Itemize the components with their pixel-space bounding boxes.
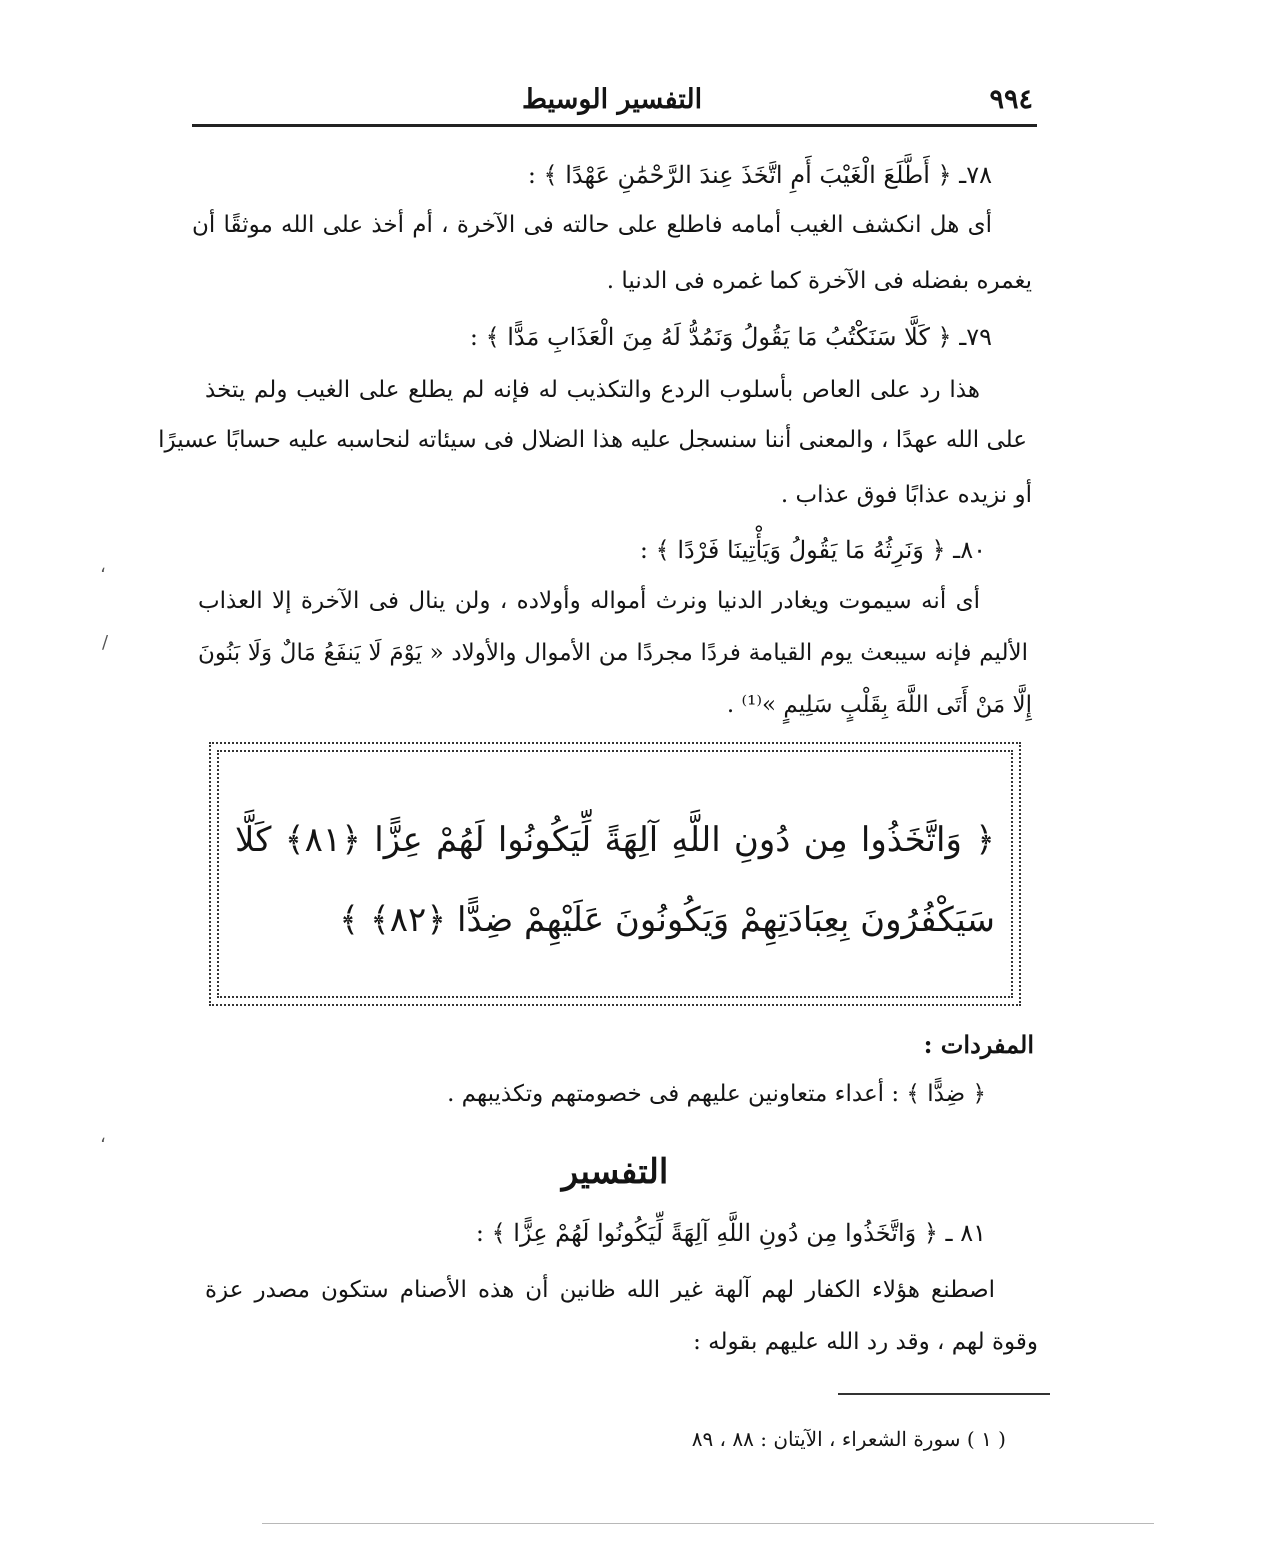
verse-heading-79: ٧٩ـ ﴿ كَلَّا سَنَكْتُبُ مَا يَقُولُ وَنَمُدُّ لَهُ مِنَ الْعَذَابِ مَدًّا ﴾ : [469,323,992,351]
verse-box-line: سَيَكْفُرُونَ بِعِبَادَتِهِمْ وَيَكُونُونَ عَلَيْهِمْ ضِدًّا ﴿٨٢﴾ ﴾ [339,900,995,940]
paragraph-line: إِلَّا مَنْ أَتَى اللَّهَ بِقَلْبٍ سَلِيمٍ »⁽¹⁾ . [726,692,1032,718]
verse-box-line: ﴿ وَاتَّخَذُوا مِن دُونِ اللَّهِ آلِهَةً لِّيَكُونُوا لَهُمْ عِزًّا ﴿٨١﴾ كَلَّا [235,820,996,860]
verse-heading-78: ٧٨ـ ﴿ أَطَّلَعَ الْغَيْبَ أَمِ اتَّخَذَ عِندَ الرَّحْمَٰنِ عَهْدًا ﴾ : [527,161,992,189]
margin-mark: / [102,632,109,653]
verse-heading-81: ٨١ ـ ﴿ وَاتَّخَذُوا مِن دُونِ اللَّهِ آلِهَةً لِّيَكُونُوا لَهُمْ عِزًّا ﴾ : [475,1219,986,1247]
running-title: التفسير الوسيط [522,84,703,115]
page-number: ٩٩٤ [989,84,1033,115]
tafsir-heading: التفسير [561,1152,669,1192]
paragraph-line: الأليم فإنه سيبعث يوم القيامة فردًا مجردًا من الأموال والأولاد « يَوْمَ لَا يَنفَعُ مَالٌ وَلَا بَنُونَ [198,640,1028,666]
footnote-rule [838,1393,1050,1395]
vocabulary-heading: المفردات : [923,1030,1034,1059]
header-rule [192,124,1037,127]
bottom-rule [262,1523,1154,1524]
paragraph-line: وقوة لهم ، وقد رد الله عليهم بقوله : [693,1329,1038,1355]
paragraph-line: أى هل انكشف الغيب أمامه فاطلع على حالته فى الآخرة ، أم أخذ على الله موثقًا أن [192,212,992,238]
footnote: ( ١ ) سورة الشعراء ، الآيتان : ٨٨ ، ٨٩ [691,1427,1006,1451]
paragraph-line: هذا رد على العاص بأسلوب الردع والتكذيب له فإنه لم يطلع على الغيب ولم يتخذ [205,377,980,403]
paragraph-line: أى أنه سيموت ويغادر الدنيا ونرث أمواله وأولاده ، ولن ينال فى الآخرة إلا العذاب [198,588,980,614]
page-header [192,84,1037,118]
paragraph-line: أو نزيده عذابًا فوق عذاب . [780,482,1032,508]
paragraph-line: على الله عهدًا ، والمعنى أننا سنسجل عليه هذا الضلال فى سيئاته لنحاسبه عليه حسابًا عسيرًا [158,427,1027,453]
paragraph-line: يغمره بفضله فى الآخرة كما غمره فى الدنيا . [606,268,1032,294]
paragraph-line: اصطنع هؤلاء الكفار لهم آلهة غير الله ظانين أن هذه الأصنام ستكون مصدر عزة [205,1277,995,1303]
margin-mark: ، [100,1126,106,1147]
vocabulary-entry: ﴿ ضِدًّا ﴾ : أعداء متعاونين عليهم فى خصومتهم وتكذيبهم . [447,1081,986,1107]
verse-frame [217,750,1013,998]
margin-mark: ، [100,556,106,577]
verse-heading-80: ٨٠ـ ﴿ وَنَرِثُهُ مَا يَقُولُ وَيَأْتِينَا فَرْدًا ﴾ : [639,536,986,564]
